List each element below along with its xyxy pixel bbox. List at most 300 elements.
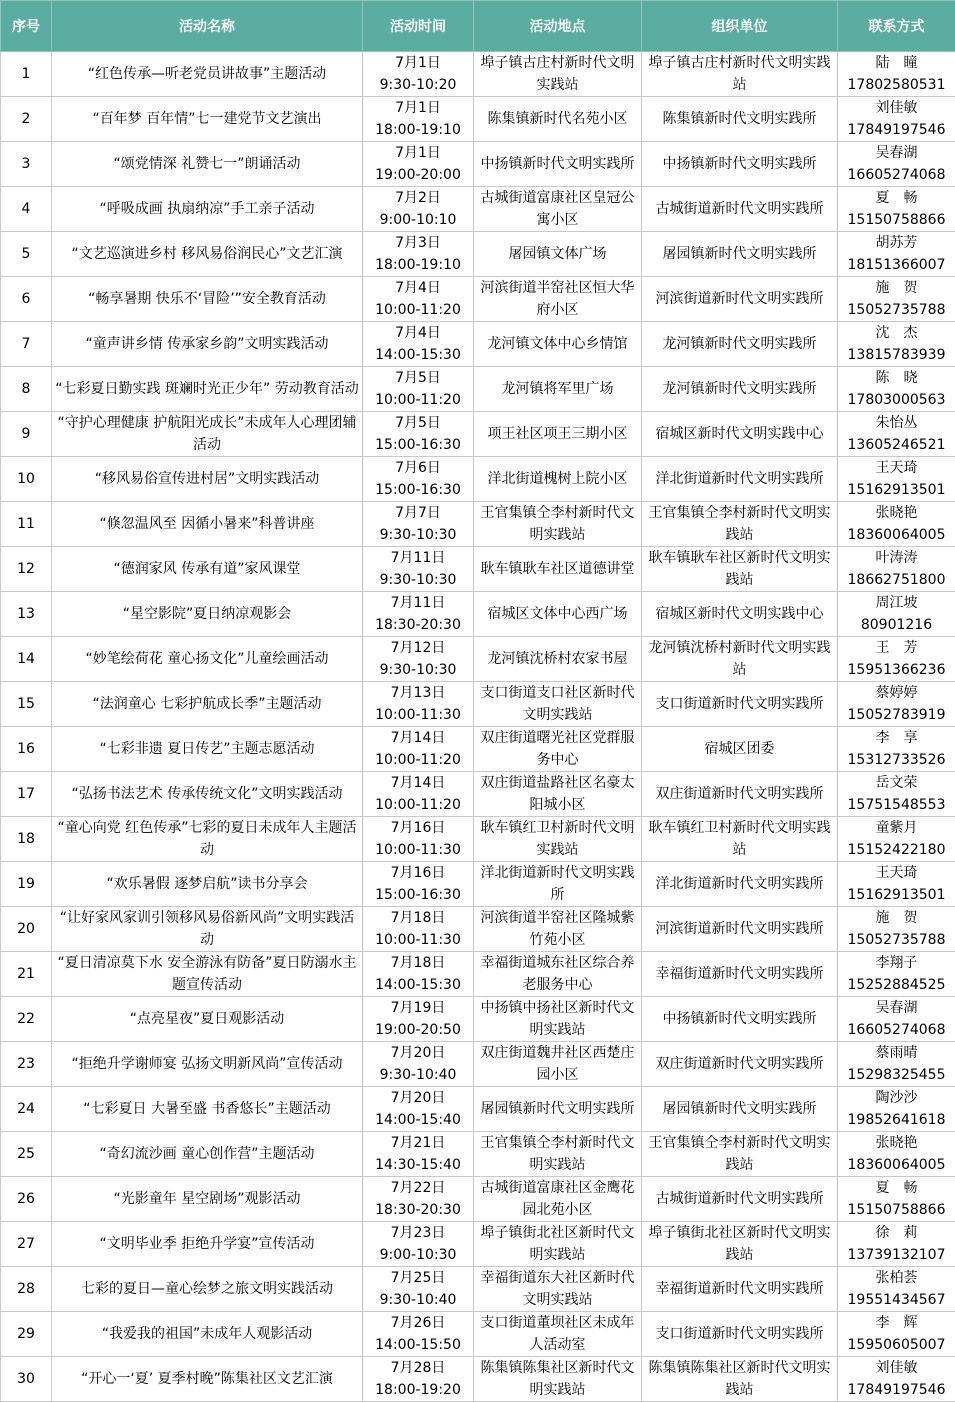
contact-phone: 18662751800 [840, 569, 953, 591]
cell-activity-place: 陈集镇陈集社区新时代文明实践站 [474, 1357, 642, 1402]
cell-organizer: 中扬镇新时代文明实践所 [642, 142, 838, 187]
cell-num: 6 [1, 277, 52, 322]
activity-hours: 10:00-11:30 [365, 704, 471, 726]
cell-activity-time [363, 907, 474, 952]
cell-organizer: 龙河镇新时代文明实践所 [642, 322, 838, 367]
cell-num: 21 [1, 952, 52, 997]
cell-organizer: 陈集镇陈集社区新时代文明实践站 [642, 1357, 838, 1402]
cell-activity-place: 洋北街道新时代文明实践所 [474, 862, 642, 907]
cell-num: 5 [1, 232, 52, 277]
cell-contact [838, 97, 955, 142]
cell-activity-place: 耿车镇红卫村新时代文明实践站 [474, 817, 642, 862]
cell-organizer: 宿城区新时代文明实践中心 [642, 412, 838, 457]
activity-hours: 10:00-11:30 [365, 929, 471, 951]
cell-num: 18 [1, 817, 52, 862]
cell-contact [838, 1177, 955, 1222]
contact-phone: 15052735788 [840, 929, 953, 951]
contact-phone: 15298325455 [840, 1064, 953, 1086]
cell-activity-time [363, 997, 474, 1042]
header-row [1, 1, 955, 52]
cell-activity-name: “光影童年 星空剧场”观影活动 [52, 1177, 363, 1222]
cell-organizer: 陈集镇新时代文明实践所 [642, 97, 838, 142]
cell-activity-place: 双庄街道盐路社区名豪太阳城小区 [474, 772, 642, 817]
cell-activity-name: “妙笔绘荷花 童心扬文化”儿童绘画活动 [52, 637, 363, 682]
activity-date: 7月7日 [365, 502, 471, 524]
cell-contact [838, 637, 955, 682]
table-row [1, 142, 955, 187]
activity-date: 7月3日 [365, 232, 471, 254]
activity-hours: 14:00-15:30 [365, 974, 471, 996]
activity-date: 7月25日 [365, 1267, 471, 1289]
contact-person: 徐 莉 [840, 1222, 953, 1244]
activity-date: 7月28日 [365, 1357, 471, 1379]
cell-activity-name: “文明毕业季 拒绝升学宴”宣传活动 [52, 1222, 363, 1267]
cell-activity-place: 古城街道富康社区金鹰花园北苑小区 [474, 1177, 642, 1222]
cell-contact [838, 52, 955, 97]
cell-activity-place: 中扬镇中扬社区新时代文明实践站 [474, 997, 642, 1042]
cell-organizer: 龙河镇新时代文明实践所 [642, 367, 838, 412]
cell-organizer: 埠子镇街北社区新时代文明实践站 [642, 1222, 838, 1267]
activity-date: 7月4日 [365, 277, 471, 299]
header-num: 序号 [1, 1, 52, 52]
cell-contact [838, 142, 955, 187]
contact-person: 朱怡丛 [840, 412, 953, 434]
contact-person: 吴春湖 [840, 142, 953, 164]
cell-activity-place: 龙河镇沈桥村农家书屋 [474, 637, 642, 682]
cell-contact [838, 727, 955, 772]
contact-phone: 15052735788 [840, 299, 953, 321]
cell-activity-time [363, 52, 474, 97]
cell-contact [838, 817, 955, 862]
table-row [1, 1132, 955, 1177]
activity-date: 7月2日 [365, 187, 471, 209]
contact-phone: 18151366007 [840, 254, 953, 276]
cell-activity-name: “法润童心 七彩护航成长季”主题活动 [52, 682, 363, 727]
contact-person: 王 芳 [840, 637, 953, 659]
cell-activity-name: “德润家风 传承有道”家风课堂 [52, 547, 363, 592]
cell-activity-name: “夏日清凉莫下水 安全游泳有防备”夏日防溺水主题宣传活动 [52, 952, 363, 997]
contact-person: 李 辉 [840, 1312, 953, 1334]
contact-person: 沈 杰 [840, 322, 953, 344]
cell-activity-name: “童心向党 红色传承”七彩的夏日未成年人主题活动 [52, 817, 363, 862]
cell-num: 29 [1, 1312, 52, 1357]
activity-hours: 15:00-16:30 [365, 434, 471, 456]
activity-date: 7月1日 [365, 52, 471, 74]
contact-phone: 15951366236 [840, 659, 953, 681]
cell-num: 10 [1, 457, 52, 502]
table-row [1, 817, 955, 862]
cell-contact [838, 1357, 955, 1402]
cell-contact [838, 862, 955, 907]
cell-activity-name: “颂党情深 礼赞七一”朗诵活动 [52, 142, 363, 187]
cell-organizer: 中扬镇新时代文明实践所 [642, 997, 838, 1042]
cell-activity-place: 埠子镇古庄村新时代文明实践站 [474, 52, 642, 97]
activity-hours: 9:30-10:30 [365, 569, 471, 591]
table-row [1, 1042, 955, 1087]
cell-activity-place: 耿车镇耿车社区道德讲堂 [474, 547, 642, 592]
table-row [1, 457, 955, 502]
table-row [1, 232, 955, 277]
contact-person: 夏 畅 [840, 1177, 953, 1199]
cell-activity-name: “移风易俗宣传进村居”文明实践活动 [52, 457, 363, 502]
cell-activity-name: “红色传承—听老党员讲故事”主题活动 [52, 52, 363, 97]
activity-hours: 10:00-11:20 [365, 794, 471, 816]
activity-date: 7月1日 [365, 142, 471, 164]
cell-num: 17 [1, 772, 52, 817]
activity-date: 7月20日 [365, 1087, 471, 1109]
cell-activity-place: 屠园镇新时代文明实践所 [474, 1087, 642, 1132]
cell-activity-place: 中扬镇新时代文明实践所 [474, 142, 642, 187]
cell-contact [838, 412, 955, 457]
cell-activity-name: “守护心理健康 护航阳光成长”未成年人心理团辅活动 [52, 412, 363, 457]
cell-organizer: 宿城区新时代文明实践中心 [642, 592, 838, 637]
cell-activity-name: “拒绝升学谢师宴 弘扬文明新风尚”宣传活动 [52, 1042, 363, 1087]
header-place: 活动地点 [474, 1, 642, 52]
cell-contact [838, 1042, 955, 1087]
cell-organizer: 洋北街道新时代文明实践所 [642, 862, 838, 907]
table-body [1, 52, 955, 1402]
activity-hours: 9:30-10:30 [365, 524, 471, 546]
cell-activity-name: “七彩非遗 夏日传艺”主题志愿活动 [52, 727, 363, 772]
cell-activity-time [363, 772, 474, 817]
cell-activity-name: “七彩夏日勤实践 斑斓时光正少年” 劳动教育活动 [52, 367, 363, 412]
activity-hours: 10:00-11:20 [365, 389, 471, 411]
contact-phone: 15252884525 [840, 974, 953, 996]
contact-person: 刘佳敏 [840, 97, 953, 119]
cell-contact [838, 592, 955, 637]
cell-activity-time [363, 862, 474, 907]
cell-num: 1 [1, 52, 52, 97]
activity-date: 7月21日 [365, 1132, 471, 1154]
cell-activity-place: 宿城区文体中心西广场 [474, 592, 642, 637]
contact-person: 夏 畅 [840, 187, 953, 209]
contact-person: 岳文荣 [840, 772, 953, 794]
cell-activity-name: “倏忽温风至 因循小暑来”科普讲座 [52, 502, 363, 547]
activity-date: 7月5日 [365, 367, 471, 389]
cell-organizer: 龙河镇沈桥村新时代文明实践站 [642, 637, 838, 682]
cell-activity-name: “开心一‘夏’ 夏季村晚”陈集社区文艺汇演 [52, 1357, 363, 1402]
cell-organizer: 支口街道新时代文明实践所 [642, 1312, 838, 1357]
cell-activity-time [363, 547, 474, 592]
cell-activity-time [363, 817, 474, 862]
contact-person: 陶沙沙 [840, 1087, 953, 1109]
cell-num: 11 [1, 502, 52, 547]
cell-organizer: 埠子镇古庄村新时代文明实践站 [642, 52, 838, 97]
table-row [1, 547, 955, 592]
table-row [1, 97, 955, 142]
contact-phone: 19551434567 [840, 1289, 953, 1311]
activity-hours: 14:00-15:40 [365, 1109, 471, 1131]
contact-phone: 13739132107 [840, 1244, 953, 1266]
cell-activity-time [363, 682, 474, 727]
contact-phone: 17849197546 [840, 1379, 953, 1401]
cell-activity-place: 王官集镇仝李村新时代文明实践站 [474, 502, 642, 547]
cell-activity-time [363, 322, 474, 367]
contact-phone: 15162913501 [840, 884, 953, 906]
table-row [1, 187, 955, 232]
activity-hours: 18:30-20:30 [365, 614, 471, 636]
cell-num: 3 [1, 142, 52, 187]
cell-activity-time [363, 277, 474, 322]
table-row [1, 1312, 955, 1357]
activity-date: 7月14日 [365, 772, 471, 794]
cell-num: 7 [1, 322, 52, 367]
table-row [1, 1087, 955, 1132]
table-row [1, 1222, 955, 1267]
cell-activity-time [363, 142, 474, 187]
cell-activity-name: “百年梦 百年情”七一建党节文艺演出 [52, 97, 363, 142]
cell-organizer: 洋北街道新时代文明实践所 [642, 457, 838, 502]
contact-phone: 17849197546 [840, 119, 953, 141]
cell-activity-time [363, 412, 474, 457]
cell-contact [838, 1267, 955, 1312]
contact-person: 蔡雨晴 [840, 1042, 953, 1064]
activity-hours: 9:30-10:40 [365, 1289, 471, 1311]
cell-activity-time [363, 97, 474, 142]
header-time: 活动时间 [363, 1, 474, 52]
activity-hours: 18:30-20:30 [365, 1199, 471, 1221]
activity-date: 7月1日 [365, 97, 471, 119]
cell-activity-time [363, 1177, 474, 1222]
table-row [1, 367, 955, 412]
activity-date: 7月11日 [365, 592, 471, 614]
activity-hours: 19:00-20:00 [365, 164, 471, 186]
cell-contact [838, 1312, 955, 1357]
contact-person: 张晓艳 [840, 502, 953, 524]
cell-contact [838, 1087, 955, 1132]
table-row [1, 1177, 955, 1222]
header-org: 组织单位 [642, 1, 838, 52]
cell-organizer: 河滨街道新时代文明实践所 [642, 907, 838, 952]
cell-contact [838, 772, 955, 817]
contact-phone: 15150758866 [840, 209, 953, 231]
cell-organizer: 宿城区团委 [642, 727, 838, 772]
contact-phone: 16605274068 [840, 1019, 953, 1041]
contact-person: 李翔子 [840, 952, 953, 974]
cell-num: 28 [1, 1267, 52, 1312]
cell-activity-name: “点亮星夜”夏日观影活动 [52, 997, 363, 1042]
cell-activity-name: “欢乐暑假 逐梦启航”读书分享会 [52, 862, 363, 907]
cell-contact [838, 502, 955, 547]
cell-organizer: 屠园镇新时代文明实践所 [642, 1087, 838, 1132]
cell-num: 14 [1, 637, 52, 682]
activity-hours: 9:00-10:30 [365, 1244, 471, 1266]
cell-organizer: 双庄街道新时代文明实践所 [642, 772, 838, 817]
cell-organizer: 幸福街道新时代文明实践所 [642, 1267, 838, 1312]
activity-hours: 15:00-16:30 [365, 479, 471, 501]
cell-num: 8 [1, 367, 52, 412]
cell-num: 16 [1, 727, 52, 772]
contact-person: 蔡婷婷 [840, 682, 953, 704]
cell-organizer: 耿车镇耿车社区新时代文明实践站 [642, 547, 838, 592]
cell-num: 22 [1, 997, 52, 1042]
contact-person: 张晓艳 [840, 1132, 953, 1154]
table-row [1, 907, 955, 952]
contact-phone: 16605274068 [840, 164, 953, 186]
activity-hours: 14:00-15:50 [365, 1334, 471, 1356]
cell-num: 23 [1, 1042, 52, 1087]
contact-person: 周江坡 [840, 592, 953, 614]
contact-person: 李 享 [840, 727, 953, 749]
contact-person: 童紫月 [840, 817, 953, 839]
activity-date: 7月6日 [365, 457, 471, 479]
cell-contact [838, 907, 955, 952]
cell-organizer: 古城街道新时代文明实践所 [642, 1177, 838, 1222]
cell-num: 12 [1, 547, 52, 592]
cell-contact [838, 187, 955, 232]
contact-person: 陆 瞳 [840, 52, 953, 74]
cell-activity-time [363, 367, 474, 412]
cell-contact [838, 1132, 955, 1177]
cell-activity-time [363, 187, 474, 232]
table-row [1, 952, 955, 997]
activity-hours: 18:00-19:10 [365, 254, 471, 276]
cell-activity-place: 河滨街道半窑社区恒大华府小区 [474, 277, 642, 322]
cell-activity-place: 洋北街道槐树上院小区 [474, 457, 642, 502]
cell-organizer: 支口街道新时代文明实践所 [642, 682, 838, 727]
table-row [1, 637, 955, 682]
contact-phone: 13815783939 [840, 344, 953, 366]
cell-activity-name: “童声讲乡情 传承家乡韵”文明实践活动 [52, 322, 363, 367]
cell-num: 13 [1, 592, 52, 637]
cell-activity-time [363, 1042, 474, 1087]
activity-hours: 9:30-10:20 [365, 74, 471, 96]
header-name: 活动名称 [52, 1, 363, 52]
activity-date: 7月18日 [365, 907, 471, 929]
contact-phone: 80901216 [840, 614, 953, 636]
table-row [1, 997, 955, 1042]
cell-organizer: 王官集镇仝李村新时代文明实践站 [642, 502, 838, 547]
table-row [1, 412, 955, 457]
table-row [1, 862, 955, 907]
cell-activity-place: 项王社区项王三期小区 [474, 412, 642, 457]
activity-hours: 19:00-20:50 [365, 1019, 471, 1041]
activity-date: 7月5日 [365, 412, 471, 434]
cell-organizer: 双庄街道新时代文明实践所 [642, 1042, 838, 1087]
cell-activity-time [363, 457, 474, 502]
cell-activity-name: “文艺巡演进乡村 移风易俗润民心”文艺汇演 [52, 232, 363, 277]
cell-num: 9 [1, 412, 52, 457]
cell-activity-time [363, 1312, 474, 1357]
cell-num: 20 [1, 907, 52, 952]
cell-activity-time [363, 1132, 474, 1177]
activity-date: 7月16日 [365, 862, 471, 884]
activity-hours: 10:00-11:30 [365, 839, 471, 861]
cell-contact [838, 322, 955, 367]
cell-activity-place: 王官集镇仝李村新时代文明实践站 [474, 1132, 642, 1177]
table-row [1, 592, 955, 637]
activity-date: 7月26日 [365, 1312, 471, 1334]
cell-activity-place: 埠子镇街北社区新时代文明实践站 [474, 1222, 642, 1267]
cell-organizer: 河滨街道新时代文明实践所 [642, 277, 838, 322]
cell-activity-place: 幸福街道城东社区综合养老服务中心 [474, 952, 642, 997]
cell-contact [838, 1222, 955, 1267]
cell-activity-time [363, 727, 474, 772]
cell-num: 26 [1, 1177, 52, 1222]
activity-date: 7月20日 [365, 1042, 471, 1064]
contact-person: 王天琦 [840, 862, 953, 884]
cell-contact [838, 457, 955, 502]
contact-person: 张柏荟 [840, 1267, 953, 1289]
activity-hours: 9:00-10:10 [365, 209, 471, 231]
activity-date: 7月14日 [365, 727, 471, 749]
cell-activity-place: 幸福街道东大社区新时代文明实践站 [474, 1267, 642, 1312]
cell-activity-name: “奇幻流沙画 童心创作营”主题活动 [52, 1132, 363, 1177]
contact-phone: 15162913501 [840, 479, 953, 501]
activity-hours: 9:30-10:30 [365, 659, 471, 681]
cell-activity-time [363, 502, 474, 547]
cell-activity-name: “畅享暑期 快乐不‘冒险’”安全教育活动 [52, 277, 363, 322]
cell-activity-name: “呼吸成画 执扇纳凉”手工亲子活动 [52, 187, 363, 232]
cell-contact [838, 997, 955, 1042]
cell-activity-name: “我爱我的祖国”未成年人观影活动 [52, 1312, 363, 1357]
activity-date: 7月13日 [365, 682, 471, 704]
cell-organizer: 古城街道新时代文明实践所 [642, 187, 838, 232]
contact-person: 吴春湖 [840, 997, 953, 1019]
cell-activity-place: 龙河镇文体中心乡情馆 [474, 322, 642, 367]
activity-hours: 14:00-15:30 [365, 344, 471, 366]
contact-person: 陈 晓 [840, 367, 953, 389]
cell-contact [838, 277, 955, 322]
contact-phone: 19852641618 [840, 1109, 953, 1131]
cell-num: 15 [1, 682, 52, 727]
activity-date: 7月23日 [365, 1222, 471, 1244]
table-row [1, 727, 955, 772]
cell-activity-time [363, 1222, 474, 1267]
activity-date: 7月16日 [365, 817, 471, 839]
cell-activity-time [363, 592, 474, 637]
contact-person: 胡苏芳 [840, 232, 953, 254]
activity-date: 7月12日 [365, 637, 471, 659]
cell-activity-time [363, 1267, 474, 1312]
activity-hours: 18:00-19:10 [365, 119, 471, 141]
activity-hours: 9:30-10:40 [365, 1064, 471, 1086]
cell-contact [838, 952, 955, 997]
cell-activity-time [363, 952, 474, 997]
cell-organizer: 屠园镇新时代文明实践所 [642, 232, 838, 277]
contact-phone: 15312733526 [840, 749, 953, 771]
activity-date: 7月18日 [365, 952, 471, 974]
cell-organizer: 耿车镇红卫村新时代文明实践站 [642, 817, 838, 862]
table-row [1, 52, 955, 97]
cell-activity-place: 屠园镇文体广场 [474, 232, 642, 277]
cell-activity-name: 七彩的夏日—童心绘梦之旅文明实践活动 [52, 1267, 363, 1312]
activity-date: 7月11日 [365, 547, 471, 569]
table-row [1, 772, 955, 817]
cell-activity-place: 支口街道董坝社区未成年人活动室 [474, 1312, 642, 1357]
contact-person: 施 贺 [840, 907, 953, 929]
activity-hours: 10:00-11:20 [365, 749, 471, 771]
cell-activity-place: 河滨街道半窑社区隆城紫竹苑小区 [474, 907, 642, 952]
cell-activity-place: 支口街道支口社区新时代文明实践站 [474, 682, 642, 727]
table-row [1, 277, 955, 322]
contact-phone: 15152422180 [840, 839, 953, 861]
contact-phone: 13605246521 [840, 434, 953, 456]
table-row [1, 322, 955, 367]
cell-num: 2 [1, 97, 52, 142]
activity-date: 7月19日 [365, 997, 471, 1019]
cell-activity-place: 古城街道富康社区皇冠公寓小区 [474, 187, 642, 232]
contact-person: 王天琦 [840, 457, 953, 479]
activity-date: 7月22日 [365, 1177, 471, 1199]
cell-contact [838, 682, 955, 727]
contact-phone: 18360064005 [840, 1154, 953, 1176]
contact-phone: 15052783919 [840, 704, 953, 726]
contact-person: 施 贺 [840, 277, 953, 299]
table-row [1, 502, 955, 547]
cell-num: 30 [1, 1357, 52, 1402]
cell-activity-place: 双庄街道魏井社区西楚庄园小区 [474, 1042, 642, 1087]
